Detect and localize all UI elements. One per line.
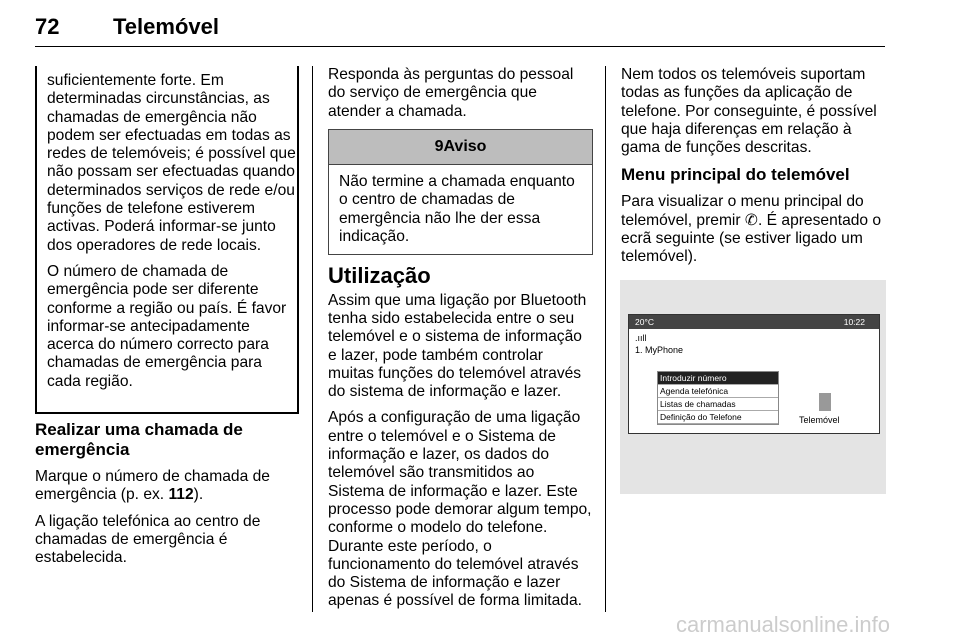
column-1 <box>35 420 290 575</box>
warning-box <box>328 129 593 255</box>
menu-item-call-lists[interactable]: Listas de chamadas <box>658 398 778 411</box>
column-3 <box>621 66 887 275</box>
watermark: carmanualsonline.info <box>675 612 890 637</box>
phone-device-icon <box>819 393 831 411</box>
column-divider-2 <box>605 66 606 612</box>
phone-screen <box>628 314 880 434</box>
infotainment-screenshot <box>620 280 886 494</box>
col2-paragraph-1: Responda às perguntas do pessoal do serviço de emergência que atender a chamada. <box>328 66 574 120</box>
col3-paragraph-1: Nem todos os telemóveis suportam todas as funções da aplicação de telefone. Por conseguinte, é possível que haja diferenças em relação à gama de funções descritas. <box>621 66 877 157</box>
column-2 <box>328 66 593 619</box>
emergency-call-heading: Realizar uma chamada de emergência <box>35 420 243 459</box>
continued-warning-box <box>35 66 299 414</box>
device-name: 1. MyPhone <box>635 345 684 355</box>
page-title: Telemóvel <box>113 14 219 39</box>
usage-heading: Utilização <box>328 263 431 289</box>
phone-menu-heading: Menu principal do telemóvel <box>621 165 850 185</box>
warning-text: Não termine a chamada enquanto o centro de chamadas de emergência não lhe der essa indicação. <box>339 173 575 246</box>
col3-paragraph-2: Para visualizar o menu principal do telemóvel, premir ✆. É apresentado o ecrã seguinte (se estiver ligado um telemóvel). <box>621 193 882 266</box>
page-header <box>35 10 885 47</box>
status-bar <box>629 315 879 329</box>
emergency-paragraph-2: A ligação telefónica ao centro de chamadas de emergência é estabelecida. <box>35 512 261 567</box>
menu-item-dial[interactable]: Introduzir número <box>658 372 778 385</box>
col2-paragraph-2: Assim que uma ligação por Bluetooth tenha sido estabelecida entre o seu telemóvel e o sistema de informação e lazer, pode também controlar muitas funções do telemóvel através do sistema de informação e lazer. <box>328 291 587 401</box>
col2-paragraph-3: Após a configuração de uma ligação entre o telemóvel e o Sistema de informação e lazer, os dados do telemóvel são transmitidos ao Sistema de informação e lazer. Este processo pode demorar algum tempo, conforme o modelo do telefone. Durante este período, o funcionamento do telemóvel através do Sistema de informação e lazer apenas é possível de forma limitada. <box>328 409 592 610</box>
menu-item-phonebook[interactable]: Agenda telefónica <box>658 385 778 398</box>
page-number: 72 <box>35 14 60 39</box>
phone-menu <box>657 371 779 425</box>
signal-icon: .ııll <box>635 333 647 343</box>
clock: 10:22 <box>843 317 865 327</box>
temperature: 20°C <box>635 317 654 327</box>
app-label: Telemóvel <box>799 415 840 425</box>
box-paragraph-2: O número de chamada de emergência pode ser diferente conforme a região ou país. É favor informar-se antecipadamente acerca do número correcto para chamadas de emergência para cada região. <box>47 262 287 390</box>
box-paragraph-1: suficientemente forte. Em determinadas circunstâncias, as chamadas de emergência não podem ser efectuadas em todas as redes de telemóveis; é possível que não possam ser efectuadas quando determinados serviços de rede e/ou funções de telefone estiverem activas. Poderá informar-se junto dos operadores de rede locais. <box>47 72 296 254</box>
emergency-paragraph-1: Marque o número de chamada de emergência (p. ex. 112). <box>35 468 270 504</box>
phone-icon: ✆ <box>744 211 758 229</box>
column-divider-1 <box>312 66 313 612</box>
warning-title: 9Aviso <box>329 130 592 165</box>
menu-item-phone-settings[interactable]: Definição do Telefone <box>658 411 778 424</box>
